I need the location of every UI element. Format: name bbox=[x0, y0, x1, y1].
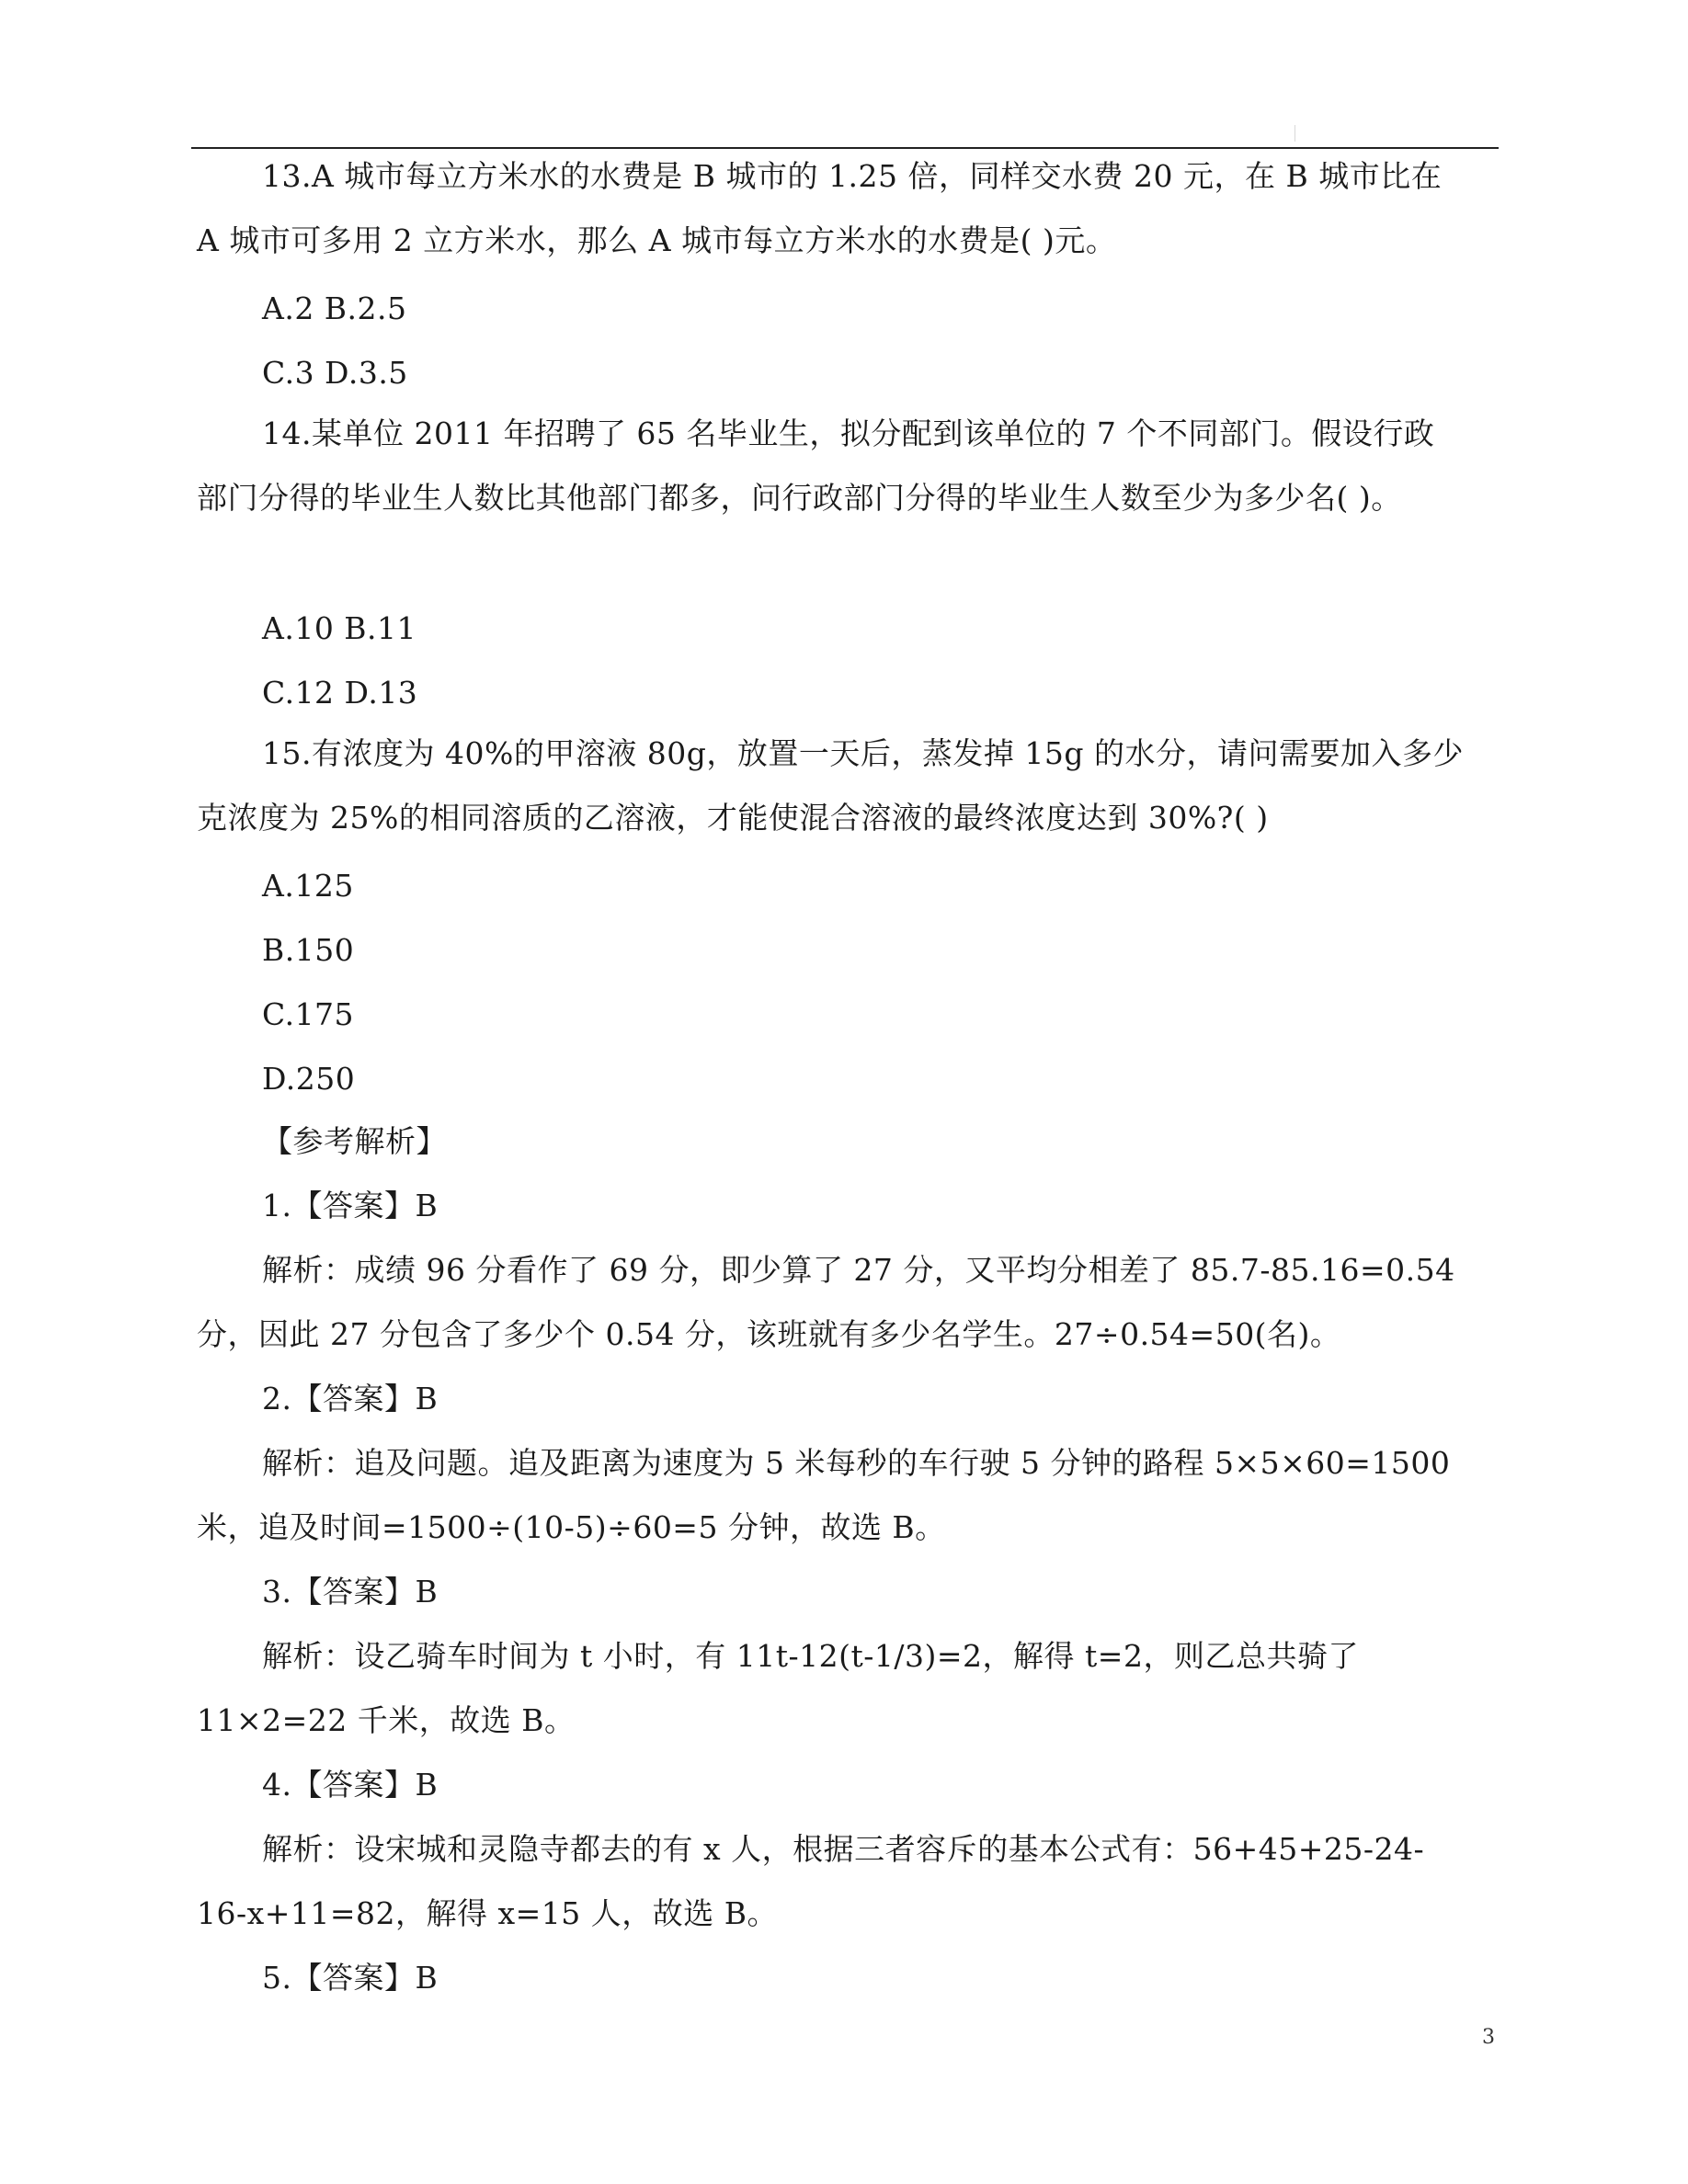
explanation-4-line-1: 解析：设宋城和灵隐寺都去的有 x 人，根据三者容斥的基本公式有：56+45+25-24- bbox=[262, 1831, 1425, 1867]
q13-options-cd: C.3 D.3.5 bbox=[262, 355, 408, 391]
explanation-2-line-2: 米，追及时间=1500÷(10-5)÷60=5 分钟，故选 B。 bbox=[197, 1509, 946, 1545]
q15-line-2: 克浓度为 25%的相同溶质的乙溶液，才能使混合溶液的最终浓度达到 30%?( ) bbox=[197, 800, 1269, 836]
q13-line-1: 13.A 城市每立方米水的水费是 B 城市的 1.25 倍，同样交水费 20 元，在 B 城市比在 bbox=[262, 158, 1443, 194]
q14-line-1: 14.某单位 2011 年招聘了 65 名毕业生，拟分配到该单位的 7 个不同部门。假设行政 bbox=[262, 415, 1435, 451]
explanation-1-line-1: 解析：成绩 96 分看作了 69 分，即少算了 27 分，又平均分相差了 85.7-85.16=0.54 bbox=[262, 1252, 1455, 1288]
q15-option-d: D.250 bbox=[262, 1061, 356, 1097]
q13-options-ab: A.2 B.2.5 bbox=[262, 290, 407, 326]
q15-option-b: B.150 bbox=[262, 932, 355, 968]
header-rule bbox=[191, 147, 1499, 149]
explanation-3-line-1: 解析：设乙骑车时间为 t 小时，有 11t-12(t-1/3)=2，解得 t=2，则乙总共骑了 bbox=[262, 1638, 1359, 1674]
q14-options-ab: A.10 B.11 bbox=[262, 610, 417, 646]
q15-option-a: A.125 bbox=[262, 868, 354, 904]
explanation-3-line-2: 11×2=22 千米，故选 B。 bbox=[197, 1702, 576, 1738]
q15-option-c: C.175 bbox=[262, 996, 355, 1032]
answers-heading: 【参考解析】 bbox=[262, 1123, 447, 1159]
explanation-2-line-1: 解析：追及问题。追及距离为速度为 5 米每秒的车行驶 5 分钟的路程 5×5×60=1500 bbox=[262, 1445, 1451, 1481]
answer-3: 3.【答案】B bbox=[262, 1574, 439, 1610]
q14-line-2: 部门分得的毕业生人数比其他部门都多，问行政部门分得的毕业生人数至少为多少名( )。 bbox=[197, 480, 1402, 516]
q13-line-2: A 城市可多用 2 立方米水，那么 A 城市每立方米水的水费是( )元。 bbox=[197, 222, 1117, 258]
answer-5: 5.【答案】B bbox=[262, 1960, 439, 1996]
page-number: 3 bbox=[1482, 2026, 1495, 2049]
q15-line-1: 15.有浓度为 40%的甲溶液 80g，放置一天后，蒸发掉 15g 的水分，请问需要加入多少 bbox=[262, 735, 1465, 771]
explanation-1-line-2: 分，因此 27 分包含了多少个 0.54 分，该班就有多少名学生。27÷0.54=50(名)。 bbox=[197, 1316, 1341, 1352]
answer-1: 1.【答案】B bbox=[262, 1188, 439, 1223]
q14-options-cd: C.12 D.13 bbox=[262, 675, 418, 711]
answer-4: 4.【答案】B bbox=[262, 1767, 439, 1803]
answer-2: 2.【答案】B bbox=[262, 1381, 439, 1416]
explanation-4-line-2: 16-x+11=82，解得 x=15 人，故选 B。 bbox=[197, 1895, 779, 1931]
